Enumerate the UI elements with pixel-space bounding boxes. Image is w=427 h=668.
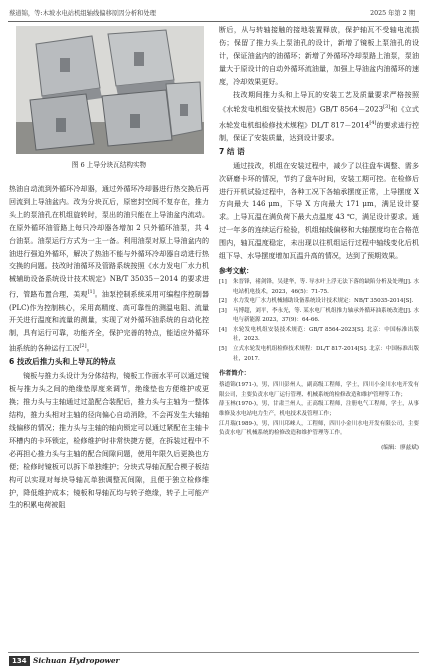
- reference-list: [219, 278, 419, 364]
- header-left: 蔡道锦，等:木坡水电站机组轴线偏移原因分析和处理: [9, 10, 156, 17]
- header-right: 2025 年第 2 期: [370, 10, 415, 17]
- reference-item: [219, 278, 419, 297]
- reference-item: [219, 345, 419, 364]
- reference-text: 立式水轮发电机组检修技术规程：DL/T 817-2014[S]. 北京：中国标准出版社，2017.: [233, 346, 419, 362]
- left-column: [9, 183, 209, 512]
- paragraph: [9, 183, 209, 355]
- editor-note: (编辑：廖兹斌): [381, 444, 419, 451]
- reference-number: [2]: [219, 298, 227, 305]
- authors-title: 作者简介：: [219, 370, 250, 378]
- reference-item: [219, 307, 419, 326]
- author-bio: 薛玉林(1970-)，男，甘肃兰州人，正高级工程师，注册电气工程师，学士，从事维修及水电站电力生产，机电技术及管理工作；: [219, 401, 419, 417]
- paragraph-text: 。油泵控制系统采用可编程序控制器(PLC)作为控制核心，采用高精度、高可靠性的测温电阻、流量开关进行温度和流量的测量，实现了对外循环油系统的自动化控制，具有运行可靠，功能齐全，保护完善的特点，能适应外循环油系统的各种运行工况: [9, 289, 209, 353]
- paragraph: 通过技改，机组在安装过程中，减少了以往盘车调整、需多次研磨卡环的情况，节约了盘车时间，安装工期可控。在检修后进行开机试验过程中，各种工况下各轴承摆度正常，上导摆度 X 方向最大 146 μm，下导 X 方向最大 171 μm，满足设计要求。上导瓦温在满负荷下最大点温度 43 ℃，满足设计要求。通过一年多的连续运行检验，机组轴线偏移和大轴摆度均在合格范围内，轴瓦温度稳定，未出现以往机组运行过程中轴线变化后机组下导、水导摆度增加瓦温升高的情况，达到了预期效果。: [219, 160, 419, 261]
- paragraph-text: 。: [86, 343, 94, 353]
- page-number: 134: [9, 656, 30, 666]
- paragraph-text: 热油自动流到外循环冷却器，通过外循环冷却器进行热交换后再回流到上导油盆内。改为分块瓦后，原密封空间不复存在，推力头上的泵油孔在机组旋转时，泵出的油只能在上导油盆内流动。在原外循环油管路上每只冷却器各增加 2 只外循环油泵，共 4 台油泵。油泵运行方式为一主一备。利用油泵对原上导油盆内的油进行强迫外循环，解决了热油不能与外循环冷却器自动进行热交换的问题。技改时油循环及管路系统按照《水力发电厂水力机械辅助设备系统设计技术规定》NB/T 35035－2014 的要求进行，管路布置合理，美观: [9, 184, 209, 299]
- reference-number: [1]: [219, 278, 227, 285]
- reference-number: [4]: [219, 326, 227, 333]
- citation: [3]: [383, 104, 391, 111]
- footer-rule: [8, 652, 419, 653]
- section-6-title: 6 技改后推力头和上导瓦的特点: [9, 357, 116, 367]
- reference-item: [219, 297, 419, 307]
- paragraph: 断后，从与转轴接触的接地装置释放，保护轴瓦不受轴电流损伤；保留了推力头上泵油孔的设计，新增了镜板上泵油孔的设计，保证油盆内的油循环；新增了外循环冷却泵路上油泵，泵油量大于原设计的自动外循环流油量，加强上导油盆内油循环的速度，冷却效果更好。: [219, 25, 419, 86]
- header-rule: [8, 21, 419, 22]
- section-7-title: 7 结 语: [219, 146, 245, 156]
- author-bio: 蔡道锦(1971-)，男，四川彭州人，副高级工程师，学士，四川小金川水电开发有限公司，主要负责水电厂运行管理、机械系统的检修改造和维护管理等工作；: [219, 382, 419, 398]
- reference-text: 马博超，刘平，李永光，等. 某水电厂机组推力轴承外循环油系统改进[J]. 水电与新能源 2023，37(9)：64-66.: [233, 307, 419, 324]
- reference-text: 水轮发电机组安装技术规范：GB/T 8564-2023[S]. 北京：中国标准出版社，2023.: [233, 326, 419, 343]
- journal-name: Sichuan Hydropower: [33, 656, 120, 665]
- reference-number: [3]: [219, 307, 227, 314]
- paragraph: 镜板与推力头设计为分体结构，镜板工作面水平可以通过镜板与推力头之间的绝缘垫厚度来调节，绝缘垫也方便维护或更换；推力头与主轴通过过盈配合装配后，推力头与主轴为一整体结构，推力头相对主轴的径向偏心自动消除，不会再发生大轴轴线偏移的情况；推力头与主轴的轴向锁定可以通过紧配在主轴卡环槽内的卡环锁定，检修维护时非常快捷方便，在拆装过程中不必再担心推力头与主轴的配合间隙问题，使用年限久后更换也方便；检修时镜板可以拆下单独维护；分块式导轴瓦配合楔子板结构可以实现对每块导轴瓦单独调整瓦间隙，且便于独立检修维护，降低维护成本；镜板和导轴瓦均与转子绝缘，转子上可能产生的积累电荷被阻: [9, 371, 209, 510]
- paragraph-text: 技改期间推力头和上导瓦的安装工艺及质量要求严格按照《水轮发电机组安装技术规范》GB/T 8564－2023: [219, 89, 419, 114]
- citation: [4]: [369, 119, 377, 126]
- paragraph-text: 的要求进行控制，保证了安装质量，达到设计要求。: [219, 120, 419, 142]
- references-title: 参考文献：: [219, 267, 253, 275]
- citation: [1]: [87, 289, 95, 296]
- reference-text: 水力发电厂水力机械辅助设备系统设计技术规定：NB/T 35035-2014[S].: [233, 298, 414, 305]
- author-list: [219, 381, 419, 439]
- figure-caption: 图 6 上导分块瓦结构实物: [71, 161, 147, 169]
- paragraph-text: 和《立式水轮发电机组检修技术规程》DL/T 817－2014: [219, 104, 419, 130]
- author-bio: 江月瑞(1989-)，男，四川邛崃人，工程师，四川小金川水电开发有限公司，主要负责水电厂机械系统的检修改造和维护管理等工作。: [219, 420, 419, 437]
- paragraph: [219, 89, 419, 145]
- figure-photo: [16, 26, 204, 154]
- citation: [2]: [79, 343, 87, 350]
- reference-number: [5]: [219, 346, 227, 353]
- reference-text: 朱晋锋，褚剑锋，吴建华，等. 导水叶上浮无法下落的缺陷分析及处理[J]. 水电站机电技术，2023，46(5)：71-75.: [233, 278, 419, 295]
- reference-item: [219, 326, 419, 345]
- right-column: [219, 24, 419, 455]
